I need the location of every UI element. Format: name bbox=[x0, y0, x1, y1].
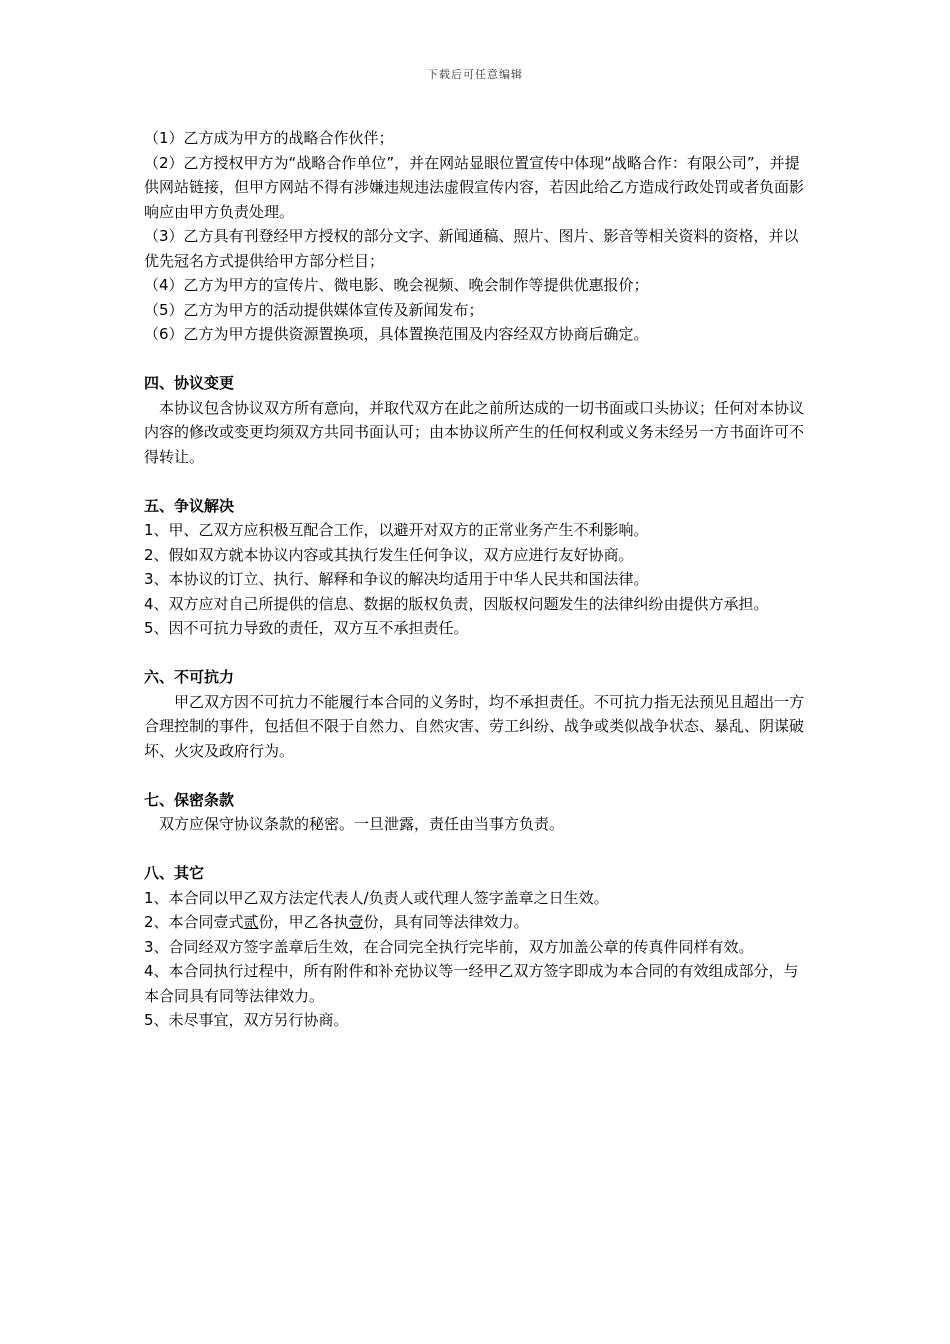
list-item: 1、本合同以甲乙双方法定代表人/负责人或代理人签字盖章之日生效。 bbox=[144, 888, 609, 907]
list-item: （2）乙方授权甲方为“战略合作单位”，并在网站显眼位置宣传中体现“战略合作：有限公司”，并提供网站链接，但甲方网站不得有涉嫌违规违法虚假宣传内容，若因此给乙方造成行政处罚或者负面影响应由甲方负责处理。 bbox=[144, 153, 805, 221]
copies-total: 贰 bbox=[243, 913, 259, 931]
section-heading-other: 八、其它 bbox=[144, 864, 205, 882]
list-item: （1）乙方成为甲方的战略合作伙伴； bbox=[144, 129, 394, 147]
list-item: 3、合同经双方签字盖章后生效，在合同完全执行完毕前，双方加盖公章的传真件同样有效。 bbox=[144, 937, 754, 956]
list-item: 2、假如双方就本协议内容或其执行发生任何争议，双方应进行友好协商。 bbox=[144, 545, 634, 564]
list-item: 4、双方应对自己所提供的信息、数据的版权负责，因版权问题发生的法律纠纷由提供方承担。 bbox=[144, 594, 769, 613]
list-item: （6）乙方为甲方提供资源置换项，具体置换范围及内容经双方协商后确定。 bbox=[144, 325, 649, 343]
clause-text: 2、本合同壹式 bbox=[144, 913, 244, 931]
list-item: （5）乙方为甲方的活动提供媒体宣传及新闻发布； bbox=[144, 300, 484, 319]
section-heading-force-majeure: 六、不可抗力 bbox=[144, 668, 235, 686]
list-item: 5、因不可抗力导致的责任，双方互不承担责任。 bbox=[144, 619, 469, 637]
page-header: 下载后可任意编辑 bbox=[427, 68, 523, 81]
rights-list bbox=[144, 126, 810, 347]
section-body-confidentiality: 双方应保守协议条款的秘密。一旦泄露，责任由当事方负责。 bbox=[144, 815, 565, 833]
section-heading-dispute-resolution: 五、争议解决 bbox=[144, 496, 235, 515]
section-body-agreement-change: 本协议包含协议双方所有意向，并取代双方在此之前所达成的一切书面或口头协议；任何对本协议内容的修改或变更均须双方共同书面认可；由本协议所产生的任何权利或义务未经另一方书面许可不得转让。 bbox=[144, 398, 805, 466]
section-heading-confidentiality: 七、保密条款 bbox=[144, 790, 235, 809]
list-item: 3、本协议的订立、执行、解释和争议的解决均适用于中华人民共和国法律。 bbox=[144, 570, 649, 588]
list-item: （4）乙方为甲方的宣传片、微电影、晚会视频、晚会制作等提供优惠报价； bbox=[144, 276, 649, 294]
list-item: 1、甲、乙双方应积极互配合工作，以避开对双方的正常业务产生不利影响。 bbox=[144, 521, 649, 539]
copies-each: 壹 bbox=[348, 913, 364, 931]
list-item: 4、本合同执行过程中，所有附件和补充协议等一经甲乙双方签字即成为本合同的有效组成部分，与本合同具有同等法律效力。 bbox=[144, 962, 799, 1005]
list-item: 5、未尽事宜，双方另行协商。 bbox=[144, 1011, 349, 1029]
list-item: （3）乙方具有刊登经甲方授权的部分文字、新闻通稿、照片、图片、影音等相关资料的资格，并以优先冠名方式提供给甲方部分栏目； bbox=[144, 227, 799, 270]
clause-text: 份，具有同等法律效力。 bbox=[363, 913, 529, 931]
clause-text: 份，甲乙各执 bbox=[258, 913, 349, 931]
section-heading-agreement-change: 四、协议变更 bbox=[144, 374, 235, 392]
section-body-force-majeure: 甲乙双方因不可抗力不能履行本合同的义务时，均不承担责任。不可抗力指无法预见且超出一方合理控制的事件，包括但不限于自然力、自然灾害、劳工纠纷、战争或类似战争状态、暴乱、阴谋破坏、火灾及政府行为。 bbox=[144, 692, 805, 760]
document-body bbox=[144, 126, 810, 1033]
list-item bbox=[144, 910, 810, 935]
